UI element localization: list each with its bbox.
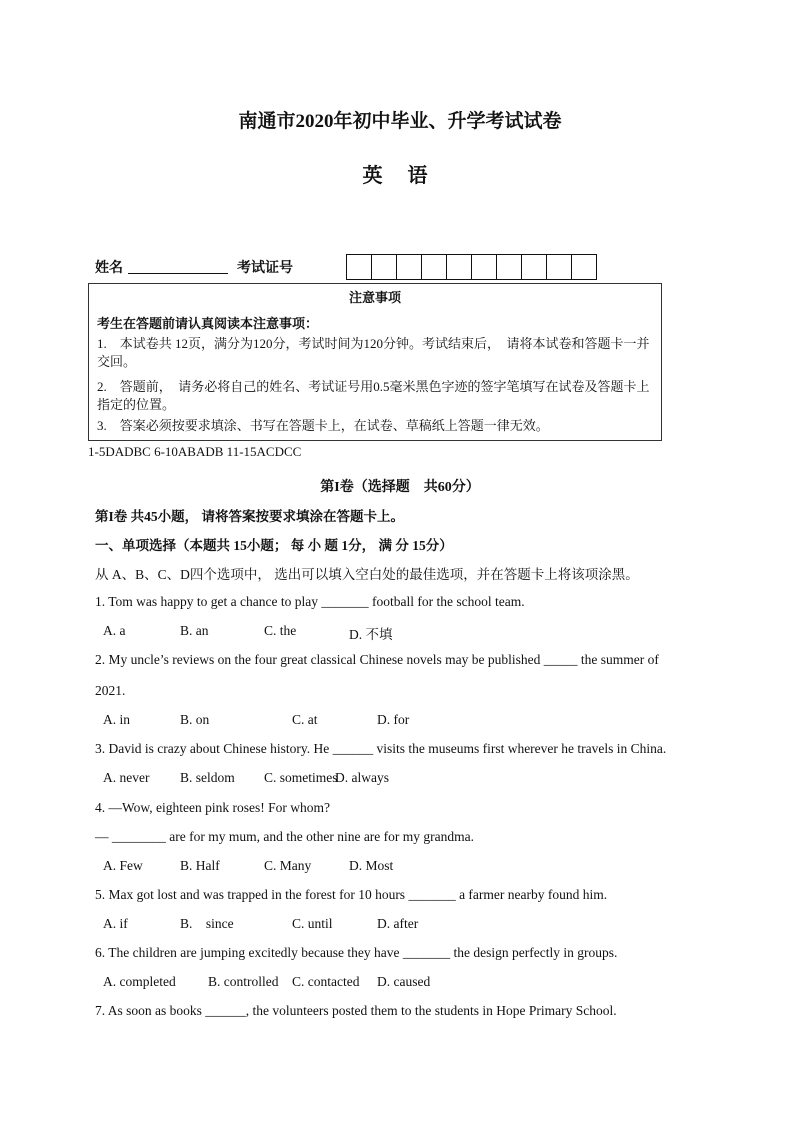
option-d[interactable]: D. 不填 xyxy=(349,627,393,642)
question-stem-continued: — ________ are for my mum, and the other nine are for my grandma. xyxy=(95,829,475,844)
option-d[interactable]: D. caused xyxy=(377,974,431,989)
option-d[interactable]: D. Most xyxy=(349,858,394,873)
notice-heading: 注意事项 xyxy=(348,290,401,305)
option-b[interactable]: B. on xyxy=(180,712,210,727)
question-stem: 2. My uncle’s reviews on the four great classical Chinese novels may be published _____ the summer of xyxy=(95,652,659,667)
name-blank[interactable] xyxy=(128,273,228,274)
option-a[interactable]: A. in xyxy=(103,712,130,727)
question-stem: 3. David is crazy about Chinese history. He ______ visits the museums first wherever he travels in China. xyxy=(95,741,667,756)
id-digit-box[interactable] xyxy=(496,254,522,280)
part-title: 第I卷（选择题 共60分） xyxy=(320,480,480,495)
notice-intro: 考生在答题前请认真阅读本注意事项： xyxy=(97,316,319,331)
option-d[interactable]: D. always xyxy=(335,770,389,785)
option-a[interactable]: A. never xyxy=(103,770,150,785)
option-c[interactable]: C. sometimes xyxy=(264,770,338,785)
notice-item: 3. 答案必须按要求填涂、书写在答题卡上，在试卷、草稿纸上答题一律无效。 xyxy=(97,418,549,433)
option-b[interactable]: B. an xyxy=(180,623,209,638)
question-stem: 7. As soon as books ______, the volunteers posted them to the students in Hope Primary School. xyxy=(95,1003,617,1018)
option-c[interactable]: C. at xyxy=(292,712,318,727)
option-c[interactable]: C. Many xyxy=(264,858,312,873)
answer-key: 1-5DADBC 6-10ABADB 11-15ACDCC xyxy=(88,444,302,459)
notice-item: 1. 本试卷共 12页，满分为120分，考试时间为120分钟。考试结束后， 请将本试卷和答题卡一并交回。 xyxy=(97,336,650,369)
option-a[interactable]: A. Few xyxy=(103,858,143,873)
question-stem-continued: 2021. xyxy=(95,683,126,698)
id-digit-box[interactable] xyxy=(446,254,472,280)
id-digit-box[interactable] xyxy=(396,254,422,280)
part-instruction: 第I卷 共45小题， 请将答案按要求填涂在答题卡上。 xyxy=(95,509,405,524)
name-label: 姓名 xyxy=(95,261,123,276)
option-c[interactable]: C. contacted xyxy=(292,974,360,989)
id-label: 考试证号 xyxy=(237,261,293,276)
id-digit-box[interactable] xyxy=(546,254,572,280)
question-stem: 6. The children are jumping excitedly because they have _______ the design perfectly in groups. xyxy=(95,945,618,960)
question-stem: 4. —Wow, eighteen pink roses! For whom? xyxy=(95,800,330,815)
option-a[interactable]: A. a xyxy=(103,623,126,638)
question-stem: 5. Max got lost and was trapped in the forest for 10 hours _______ a farmer nearby found him. xyxy=(95,887,608,902)
exam-title: 南通市2020年初中毕业、升学考试试卷 xyxy=(238,111,562,132)
subject-title: 英 语 xyxy=(362,165,438,187)
option-c[interactable]: C. until xyxy=(292,916,333,931)
id-digit-box[interactable] xyxy=(371,254,397,280)
option-b[interactable]: B. Half xyxy=(180,858,220,873)
id-digit-box[interactable] xyxy=(571,254,597,280)
id-digit-box[interactable] xyxy=(346,254,372,280)
option-b[interactable]: B. seldom xyxy=(180,770,235,785)
section-title: 一、单项选择（本题共 15小题； 每 小 题 1分， 满 分 15分） xyxy=(95,538,453,553)
option-d[interactable]: D. after xyxy=(377,916,419,931)
option-b[interactable]: B. since xyxy=(180,916,234,931)
id-digit-box[interactable] xyxy=(421,254,447,280)
option-a[interactable]: A. completed xyxy=(103,974,176,989)
notice-box xyxy=(88,283,662,441)
id-digit-box[interactable] xyxy=(521,254,547,280)
id-boxes xyxy=(347,254,597,280)
option-a[interactable]: A. if xyxy=(103,916,128,931)
notice-item: 2. 答题前， 请务必将自己的姓名、考试证号用0.5毫米黑色字迹的签字笔填写在试卷及答题卡上指定的位置。 xyxy=(97,379,650,412)
option-d[interactable]: D. for xyxy=(377,712,410,727)
option-b[interactable]: B. controlled xyxy=(208,974,279,989)
question-stem: 1. Tom was happy to get a chance to play _______ football for the school team. xyxy=(95,594,525,609)
section-instruction: 从 A、B、C、D四个选项中， 选出可以填入空白处的最佳选项，并在答题卡上将该项涂黑。 xyxy=(95,567,639,582)
id-digit-box[interactable] xyxy=(471,254,497,280)
option-c[interactable]: C. the xyxy=(264,623,297,638)
